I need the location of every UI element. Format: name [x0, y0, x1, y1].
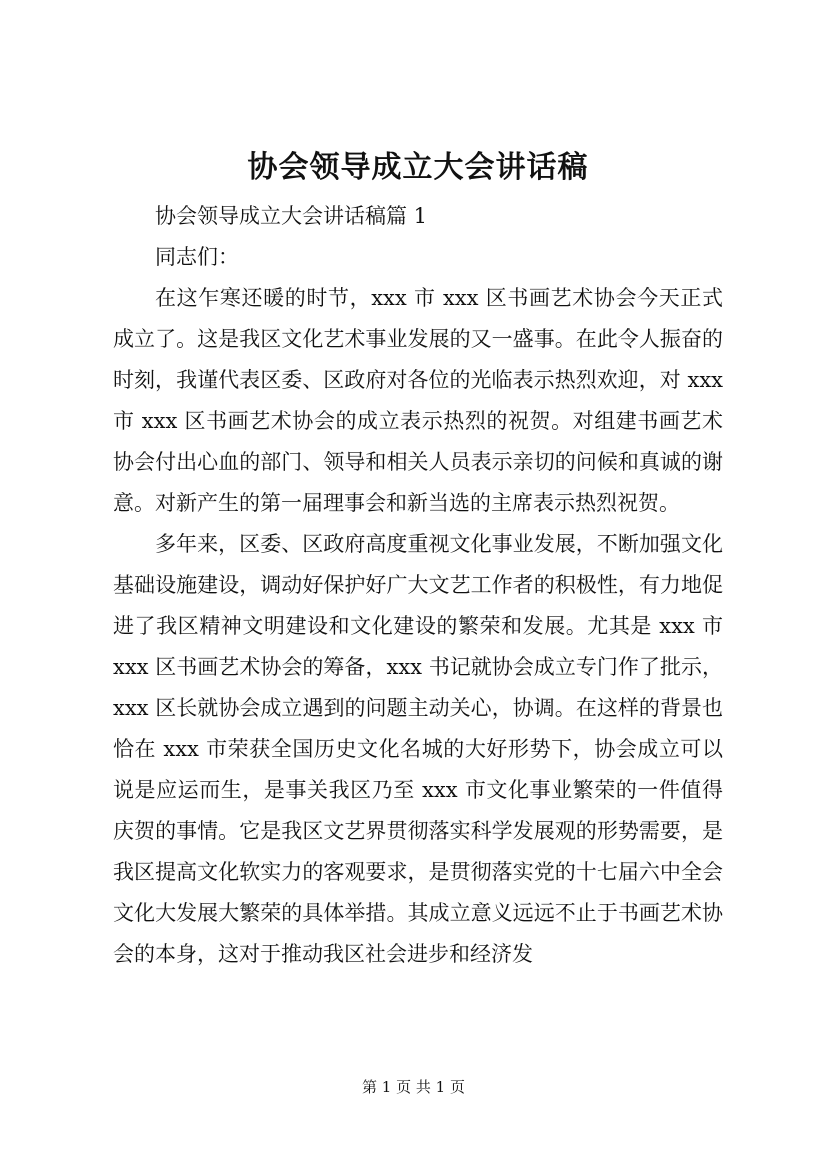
paragraph: 多年来，区委、区政府高度重视文化事业发展，不断加强文化基础设施建设，调动好保护好广大文艺工作者的积极性，有力地促进了我区精神文明建设和文化建设的繁荣和发展。尤其是 xxx 市 xxx 区书画艺术协会的筹备，xxx 书记就协会成立专门作了批示，xxx 区长就协会成立遇到的问题主动关心，协调。在这样的背景也恰在 xxx 市荣获全国历史文化名城的大好形势下，协会成立可以说是应运而生，是事关我区乃至 xxx 市文化事业繁荣的一件值得庆贺的事情。它是我区文艺界贯彻落实科学发展观的形势需要，是我区提高文化软实力的客观要求，是贯彻落实党的十七届六中全会文化大发展大繁荣的具体举措。其成立意义远远不止于书画艺术协会的本身，这对于推动我区社会进步和经济发	[113, 532, 723, 966]
document-body	[113, 140, 723, 975]
document-subtitle: 协会领导成立大会讲话稿篇 1	[155, 204, 428, 228]
document-title: 协会领导成立大会讲话稿	[247, 150, 589, 185]
page-number-footer: 第 1 页 共 1 页	[362, 1078, 465, 1096]
paragraph: 在这乍寒还暖的时节，xxx 市 xxx 区书画艺术协会今天正式成立了。这是我区文化艺术事业发展的又一盛事。在此令人振奋的时刻，我谨代表区委、区政府对各位的光临表示热烈欢迎，对 xxx 市 xxx 区书画艺术协会的成立表示热烈的祝贺。对组建书画艺术协会付出心血的部门、领导和相关人员表示亲切的问候和真诚的谢意。对新产生的第一届理事会和新当选的主席表示热烈祝贺。	[113, 286, 723, 515]
salutation: 同志们：	[155, 245, 239, 269]
